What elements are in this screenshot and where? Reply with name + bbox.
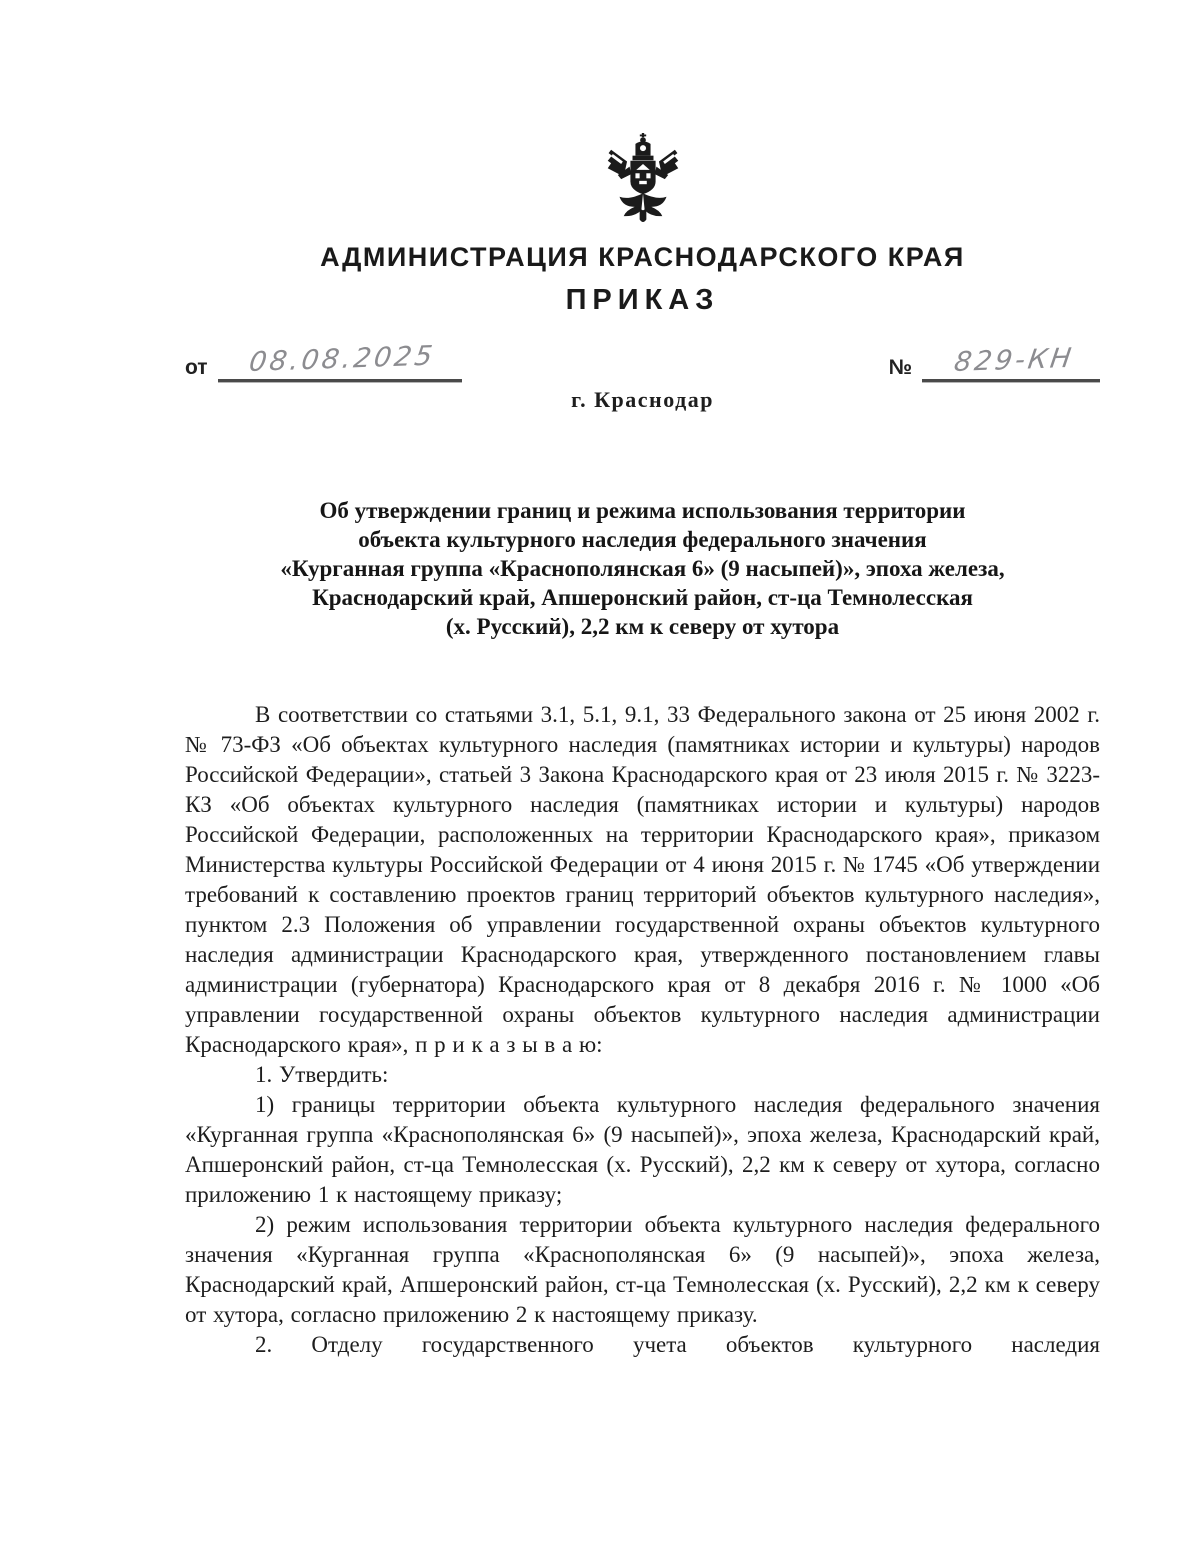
title-line: Краснодарский край, Апшеронский район, ст-ца Темнолесская xyxy=(312,585,973,611)
number-group xyxy=(888,343,1100,382)
organization-name: АДМИНИСТРАЦИЯ КРАСНОДАРСКОГО КРАЯ xyxy=(320,242,965,272)
document-title xyxy=(185,496,1100,641)
number-label: № xyxy=(888,356,912,380)
number-handwritten-value: 829-КН xyxy=(951,343,1076,379)
date-field xyxy=(218,340,462,382)
date-label: от xyxy=(185,356,208,380)
date-handwritten-value: 08.08.2025 xyxy=(247,340,438,379)
title-line: (х. Русский), 2,2 км к северу от хутора xyxy=(445,614,840,640)
meta-row xyxy=(185,340,1100,382)
title-line: «Курганная группа «Краснополянская 6» (9 насыпей)», эпоха железа, xyxy=(280,556,1005,582)
title-line: объекта культурного наследия федерального значения xyxy=(358,527,927,553)
body-paragraph-section-2: 2. Отделу государственного учета объектов культурного наследия xyxy=(255,1332,1100,1358)
document-body xyxy=(185,700,1100,1360)
document-type-heading: ПРИКАЗ xyxy=(565,284,720,317)
date-group xyxy=(185,340,462,382)
body-paragraph-item-1: 1) границы территории объекта культурного наследия федерального значения «Курганная группа «Краснополянская 6» (9 насыпей)», эпоха железа, Краснодарский край, Апшеронский район, ст-ца Темнолесская (х. Русский), 2,2 км к северу от хутора, согласно приложению 1 к настоящему приказу; xyxy=(185,1092,1100,1208)
body-paragraph-approve: 1. Утвердить: xyxy=(255,1062,389,1088)
title-line: Об утверждении границ и режима использования территории xyxy=(319,498,966,524)
city-label: г. Краснодар xyxy=(571,387,714,413)
coat-of-arms-icon xyxy=(600,133,686,227)
number-field xyxy=(922,343,1100,382)
body-paragraph-item-2: 2) режим использования территории объекта культурного наследия федерального значения «Курганная группа «Краснополянская 6» (9 насыпей)», эпоха железа, Краснодарский край, Апшеронский район, ст-ца Темнолесская (х. Русский), 2,2 км к северу от хутора, согласно приложению 2 к настоящему приказу. xyxy=(185,1212,1100,1328)
body-paragraph-preamble: В соответствии со статьями 3.1, 5.1, 9.1, 33 Федерального закона от 25 июня 2002 г. № 73-ФЗ «Об объектах культурного наследия (памятниках истории и культуры) народов Российской Федерации», статьей 3 Закона Краснодарского края от 23 июля 2015 г. № 3223-КЗ «Об объектах культурного наследия (памятниках истории и культуры) народов Российской Федерации, расположенных на территории Краснодарского края», приказом Министерства культуры Российской Федерации от 4 июня 2015 г. № 1745 «Об утверждении требований к составлению проектов границ территорий объектов культурного наследия», пунктом 2.3 Положения об управлении государственной охраны объектов культурного наследия администрации Краснодарского края, утвержденного постановлением главы администрации (губернатора) Краснодарского края от 8 декабря 2016 г. № 1000 «Об управлении государственной охраны объектов культурного наследия администрации Краснодарского края», п р и к а з ы в а ю: xyxy=(185,702,1100,1058)
